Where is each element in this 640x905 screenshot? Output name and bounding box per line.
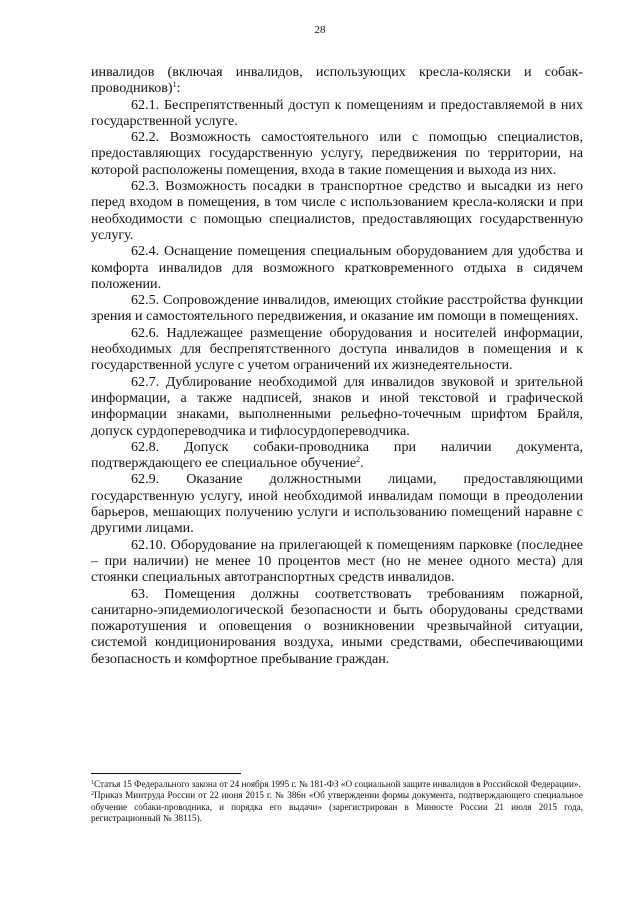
item-62-1: 62.1. Беспрепятственный доступ к помещениям и предоставляемой в них государственной услуге. — [91, 96, 583, 129]
item-62-10: 62.10. Оборудование на прилегающей к помещениям парковке (последнее – при наличии) не менее 10 процентов мест (но не менее одного места) для стоянки специальных автотранспортных средств инвалидов. — [91, 536, 583, 586]
item-62-8-text: 62.8. Допуск собаки-проводника при наличии документа, подтверждающего ее специальное обучение — [91, 438, 583, 472]
document-body — [91, 64, 583, 667]
footnote-1 — [91, 779, 583, 790]
footnote-1-mark: 1 — [91, 780, 94, 786]
item-62-5: 62.5. Сопровождение инвалидов, имеющих стойкие расстройства функции зрения и самостоятельного передвижения, и оказание им помощи в помещениях. — [91, 292, 583, 325]
footnote-divider — [91, 773, 241, 774]
item-63: 63. Помещения должны соответствовать требованиям пожарной, санитарно-эпидемиологической безопасности и быть оборудованы средствами пожаротушения и оповещения о возникновении чрезвычайной ситуации, системой кондиционирования воздуха, иными средствами, обеспечивающими безопасность и комфортное пребывание граждан. — [91, 585, 583, 667]
footnotes — [91, 779, 583, 824]
item-62-4: 62.4. Оснащение помещения специальным оборудованием для удобства и комфорта инвалидов для возможного кратковременного отдыха в сидячем положении. — [91, 243, 583, 292]
footnote-ref-2: 2 — [356, 455, 361, 465]
intro-paragraph — [91, 64, 583, 97]
item-62-9: 62.9. Оказание должностными лицами, предоставляющими государственную услугу, иной необходимой инвалидам помощи в преодолении барьеров, мешающих получению услуги и использованию помещений наравне с другими лицами. — [91, 471, 583, 537]
item-62-8-end: . — [360, 455, 364, 472]
intro-text: инвалидов (включая инвалидов, использующих кресла-коляски и собак-проводников) — [91, 64, 583, 97]
footnote-2-text: Приказ Минтруда России от 22 июня 2015 г. № 386н «Об утверждении формы документа, подтверждающего специальное обучение собаки-проводника, и порядка его выдачи» (зарегистрирован в Минюсте России 21 июля 2015 года, регистрационный № 38115). — [91, 790, 583, 823]
item-62-3: 62.3. Возможность посадки в транспортное средство и высадки из него перед входом в помещения, в том числе с использованием кресла-коляски и при необходимости с помощью специалистов, предоставляющих государственную услугу. — [91, 178, 583, 243]
item-62-6: 62.6. Надлежащее размещение оборудования и носителей информации, необходимых для беспрепятственного доступа инвалидов в помещения и к государственной услуге с учетом ограничений их жизнедеятельности. — [91, 324, 583, 374]
footnote-ref-1: 1 — [172, 80, 177, 90]
item-62-2: 62.2. Возможность самостоятельного или с помощью специалистов, предоставляющих государственную услугу, передвижения по территории, на которой расположены помещения, входа в такие помещения и выхода из них. — [91, 129, 583, 178]
footnote-2 — [91, 790, 583, 824]
footnote-1-text: Статья 15 Федерального закона от 24 ноября 1995 г. № 181-ФЗ «О социальной защите инвалидов в Российской Федерации». — [94, 779, 581, 789]
intro-end: : — [176, 80, 181, 97]
footnote-2-mark: 2 — [91, 791, 94, 798]
item-62-7: 62.7. Дублирование необходимой для инвалидов звуковой и зрительной информации, а также надписей, знаков и иной текстовой и графической информации знаками, выполненными рельефно-точечным шрифтом Брайля, допуск сурдопереводчика и тифлосурдопереводчика. — [91, 373, 583, 439]
page-number: 28 — [314, 24, 326, 36]
item-62-8 — [91, 439, 583, 472]
